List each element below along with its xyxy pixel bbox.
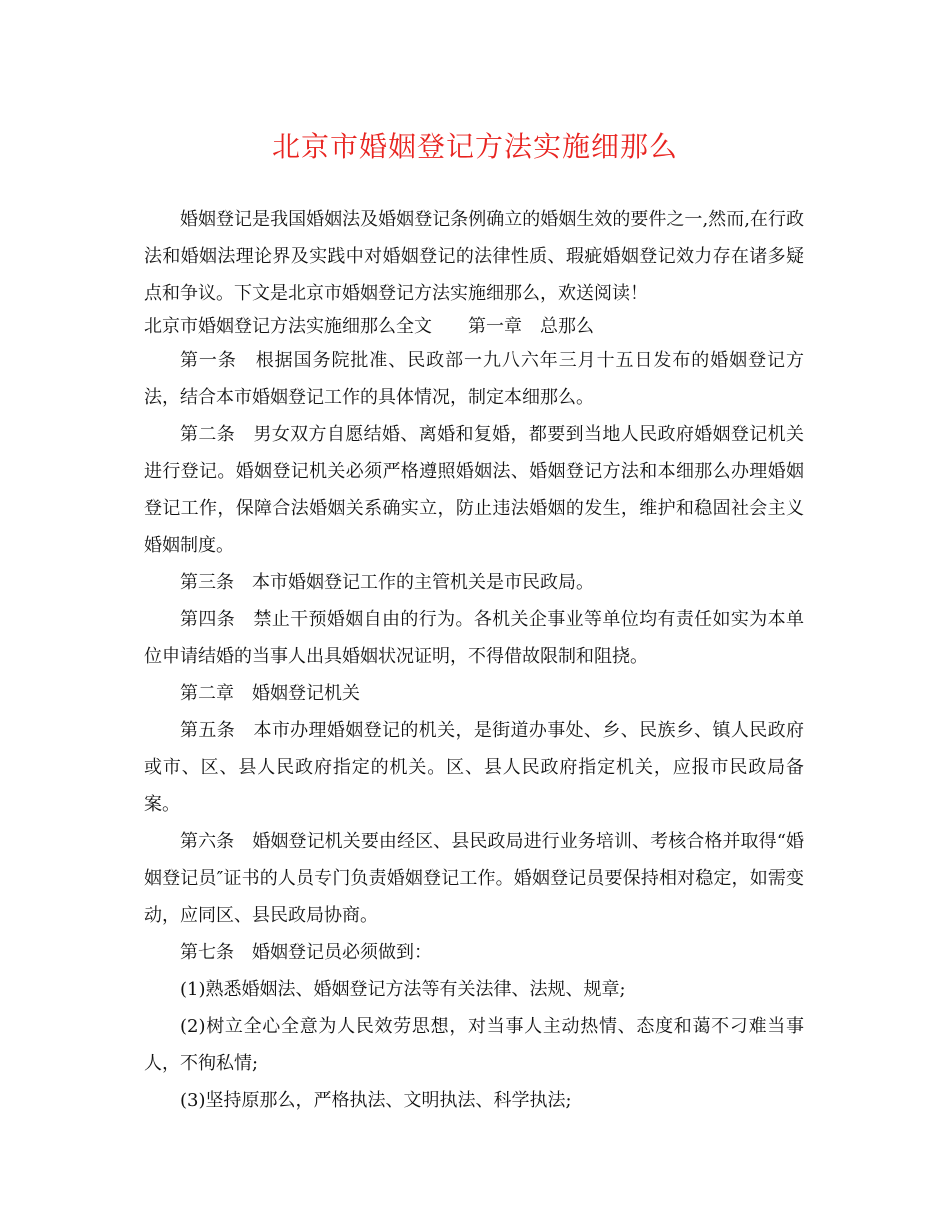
fulltext-label: 北京市婚姻登记方法实施细那么全文	[144, 316, 432, 337]
article-number: 第六条	[180, 831, 235, 852]
chapter-heading	[144, 675, 804, 712]
intro-paragraph: 婚姻登记是我国婚姻法及婚姻登记条例确立的婚姻生效的要件之一,然而,在行政法和婚姻法理论界及实践中对婚姻登记的法律性质、瑕疵婚姻登记效力存在诸多疑点和争议。下文是北京市婚姻登记方法实施细那么，欢送阅读！	[144, 209, 804, 304]
article-number: 第五条	[180, 720, 236, 741]
article-paragraph	[144, 712, 804, 823]
article-paragraph	[144, 342, 804, 416]
article-number: 第二条	[180, 424, 236, 445]
document-title: 北京市婚姻登记方法实施细那么	[271, 130, 678, 163]
article-number: 第七条	[180, 942, 234, 963]
article-text: 男女双方自愿结婚、离婚和复婚，都要到当地人民政府婚姻登记机关进行登记。婚姻登记机关必须严格遵照婚姻法、婚姻登记方法和本细那么办理婚姻登记工作，保障合法婚姻关系确实立，防止违法婚姻的发生，维护和稳固社会主义婚姻制度。	[144, 424, 804, 556]
article-text: 本市婚姻登记工作的主管机关是市民政局。	[252, 572, 594, 593]
article-paragraph	[144, 601, 804, 675]
chapter2-label: 第二章	[180, 683, 234, 704]
article-text: 婚姻登记员必须做到：	[252, 942, 432, 963]
fulltext-heading-line	[144, 312, 804, 342]
article-number: 第一条	[180, 350, 237, 371]
article-text: 婚姻登记机关要由经区、县民政局进行业务培训、考核合格并取得“婚姻登记员″证书的人员专门负责婚姻登记工作。婚姻登记员要保持相对稳定，如需变动，应同区、县民政局协商。	[144, 831, 804, 926]
article-text: 本市办理婚姻登记的机关，是街道办事处、乡、民族乡、镇人民政府或市、区、县人民政府指定的机关。区、县人民政府指定机关，应报市民政局备案。	[144, 720, 804, 815]
list-item: (2)树立全心全意为人民效劳思想，对当事人主动热情、态度和蔼不刁难当事人，不徇私情;	[144, 1016, 804, 1074]
article-paragraph	[144, 416, 804, 564]
chapter1-label: 第一章	[468, 316, 522, 337]
article-paragraph	[144, 564, 804, 601]
list-item: (1)熟悉婚姻法、婚姻登记方法等有关法律、法规、规章;	[180, 979, 626, 1000]
chapter2-title: 婚姻登记机关	[252, 683, 360, 704]
article-number: 第四条	[180, 609, 236, 630]
chapter1-title: 总那么	[540, 316, 594, 337]
list-item: (3)坚持原那么，严格执法、文明执法、科学执法;	[180, 1090, 572, 1111]
article-paragraph	[144, 823, 804, 934]
article-text: 禁止干预婚姻自由的行为。各机关企事业等单位均有责任如实为本单位申请结婚的当事人出具婚姻状况证明，不得借故限制和阻挠。	[144, 609, 804, 667]
article-number: 第三条	[180, 572, 234, 593]
document-body	[144, 201, 804, 1119]
article-text: 根据国务院批准、民政部一九八六年三月十五日发布的婚姻登记方法，结合本市婚姻登记工作的具体情况，制定本细那么。	[144, 350, 804, 408]
article-paragraph	[144, 934, 804, 971]
